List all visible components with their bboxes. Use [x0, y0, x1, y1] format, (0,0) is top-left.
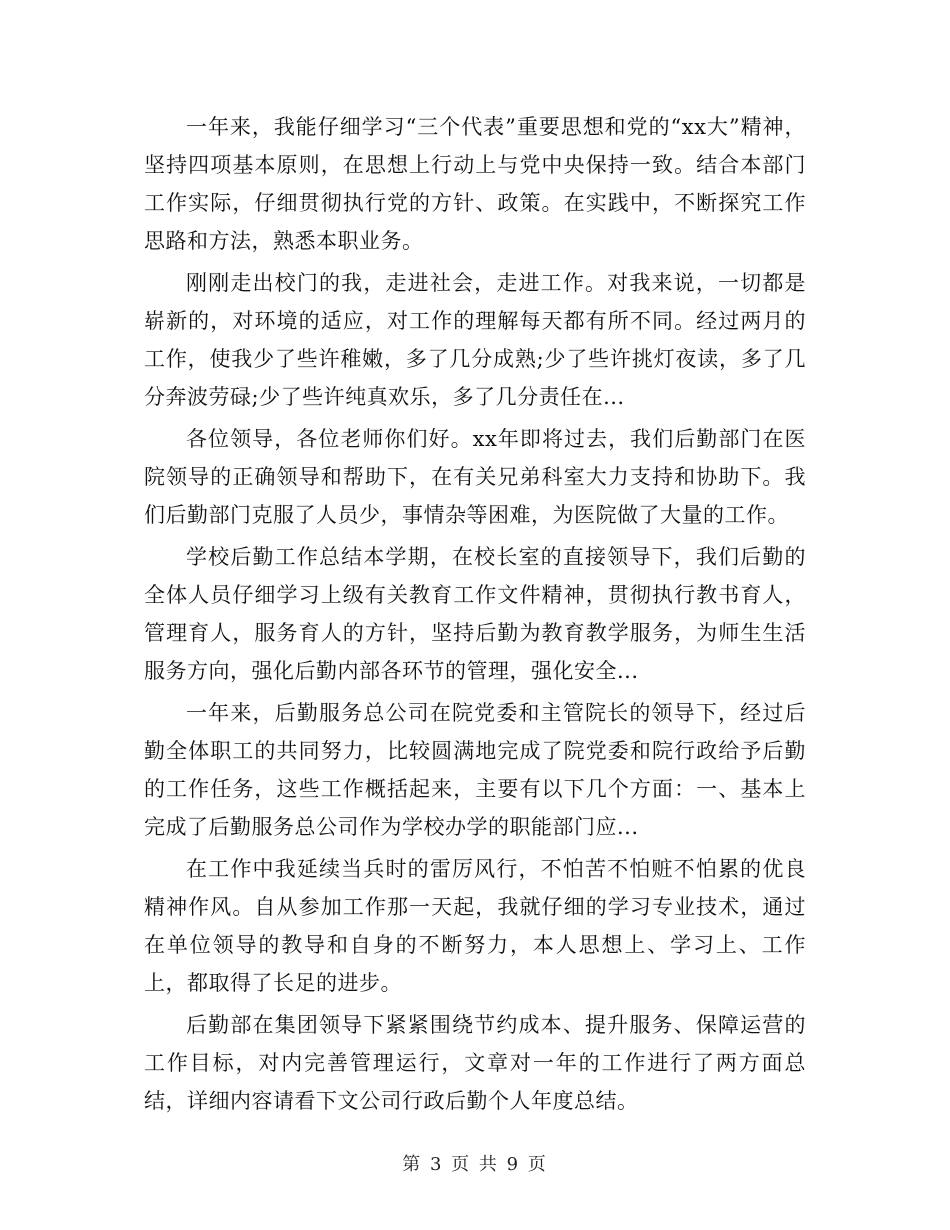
page-number-footer: 第 3 页 共 9 页 — [402, 1154, 548, 1175]
paragraph-6: 在工作中我延续当兵时的雷厉风行，不怕苦不怕赃不怕累的优良精神作风。自从参加工作那一天起，我就仔细的学习专业技术，通过在单位领导的教导和自身的不断努力，本人思想上、学习上、工作上，都取得了长足的进步。 — [144, 857, 806, 995]
paragraph-3: 各位领导，各位老师你们好。xx年即将过去，我们后勤部门在医院领导的正确领导和帮助下，在有关兄弟科室大力支持和协助下。我们后勤部门克服了人员少，事情杂等困难，为医院做了大量的工作。 — [144, 427, 806, 527]
paragraph-4: 学校后勤工作总结本学期，在校长室的直接领导下，我们后勤的全体人员仔细学习上级有关教育工作文件精神，贯彻执行教书育人，管理育人，服务育人的方针，坚持后勤为教育教学服务，为师生生活服务方向，强化后勤内部各环节的管理，强化安全... — [144, 545, 806, 683]
document-body — [144, 108, 806, 1124]
paragraph-1: 一年来，我能仔细学习“三个代表”重要思想和党的“xx大”精神，坚持四项基本原则，在思想上行动上与党中央保持一致。结合本部门工作实际，仔细贯彻执行党的方针、政策。在实践中，不断探究工作思路和方法，熟悉本职业务。 — [144, 115, 806, 253]
paragraph-5: 一年来，后勤服务总公司在院党委和主管院长的领导下，经过后勤全体职工的共同努力，比较圆满地完成了院党委和院行政给予后勤的工作任务，这些工作概括起来，主要有以下几个方面：一、基本上完成了后勤服务总公司作为学校办学的职能部门应... — [144, 701, 806, 839]
paragraph-2: 刚刚走出校门的我，走进社会，走进工作。对我来说，一切都是崭新的，对环境的适应，对工作的理解每天都有所不同。经过两月的工作，使我少了些许稚嫩，多了几分成熟;少了些许挑灯夜读，多了几分奔波劳碌;少了些许纯真欢乐，多了几分责任在... — [144, 271, 806, 409]
paragraph-7: 后勤部在集团领导下紧紧围绕节约成本、提升服务、保障运营的工作目标，对内完善管理运行，文章对一年的工作进行了两方面总结，详细内容请看下文公司行政后勤个人年度总结。 — [144, 1013, 806, 1113]
